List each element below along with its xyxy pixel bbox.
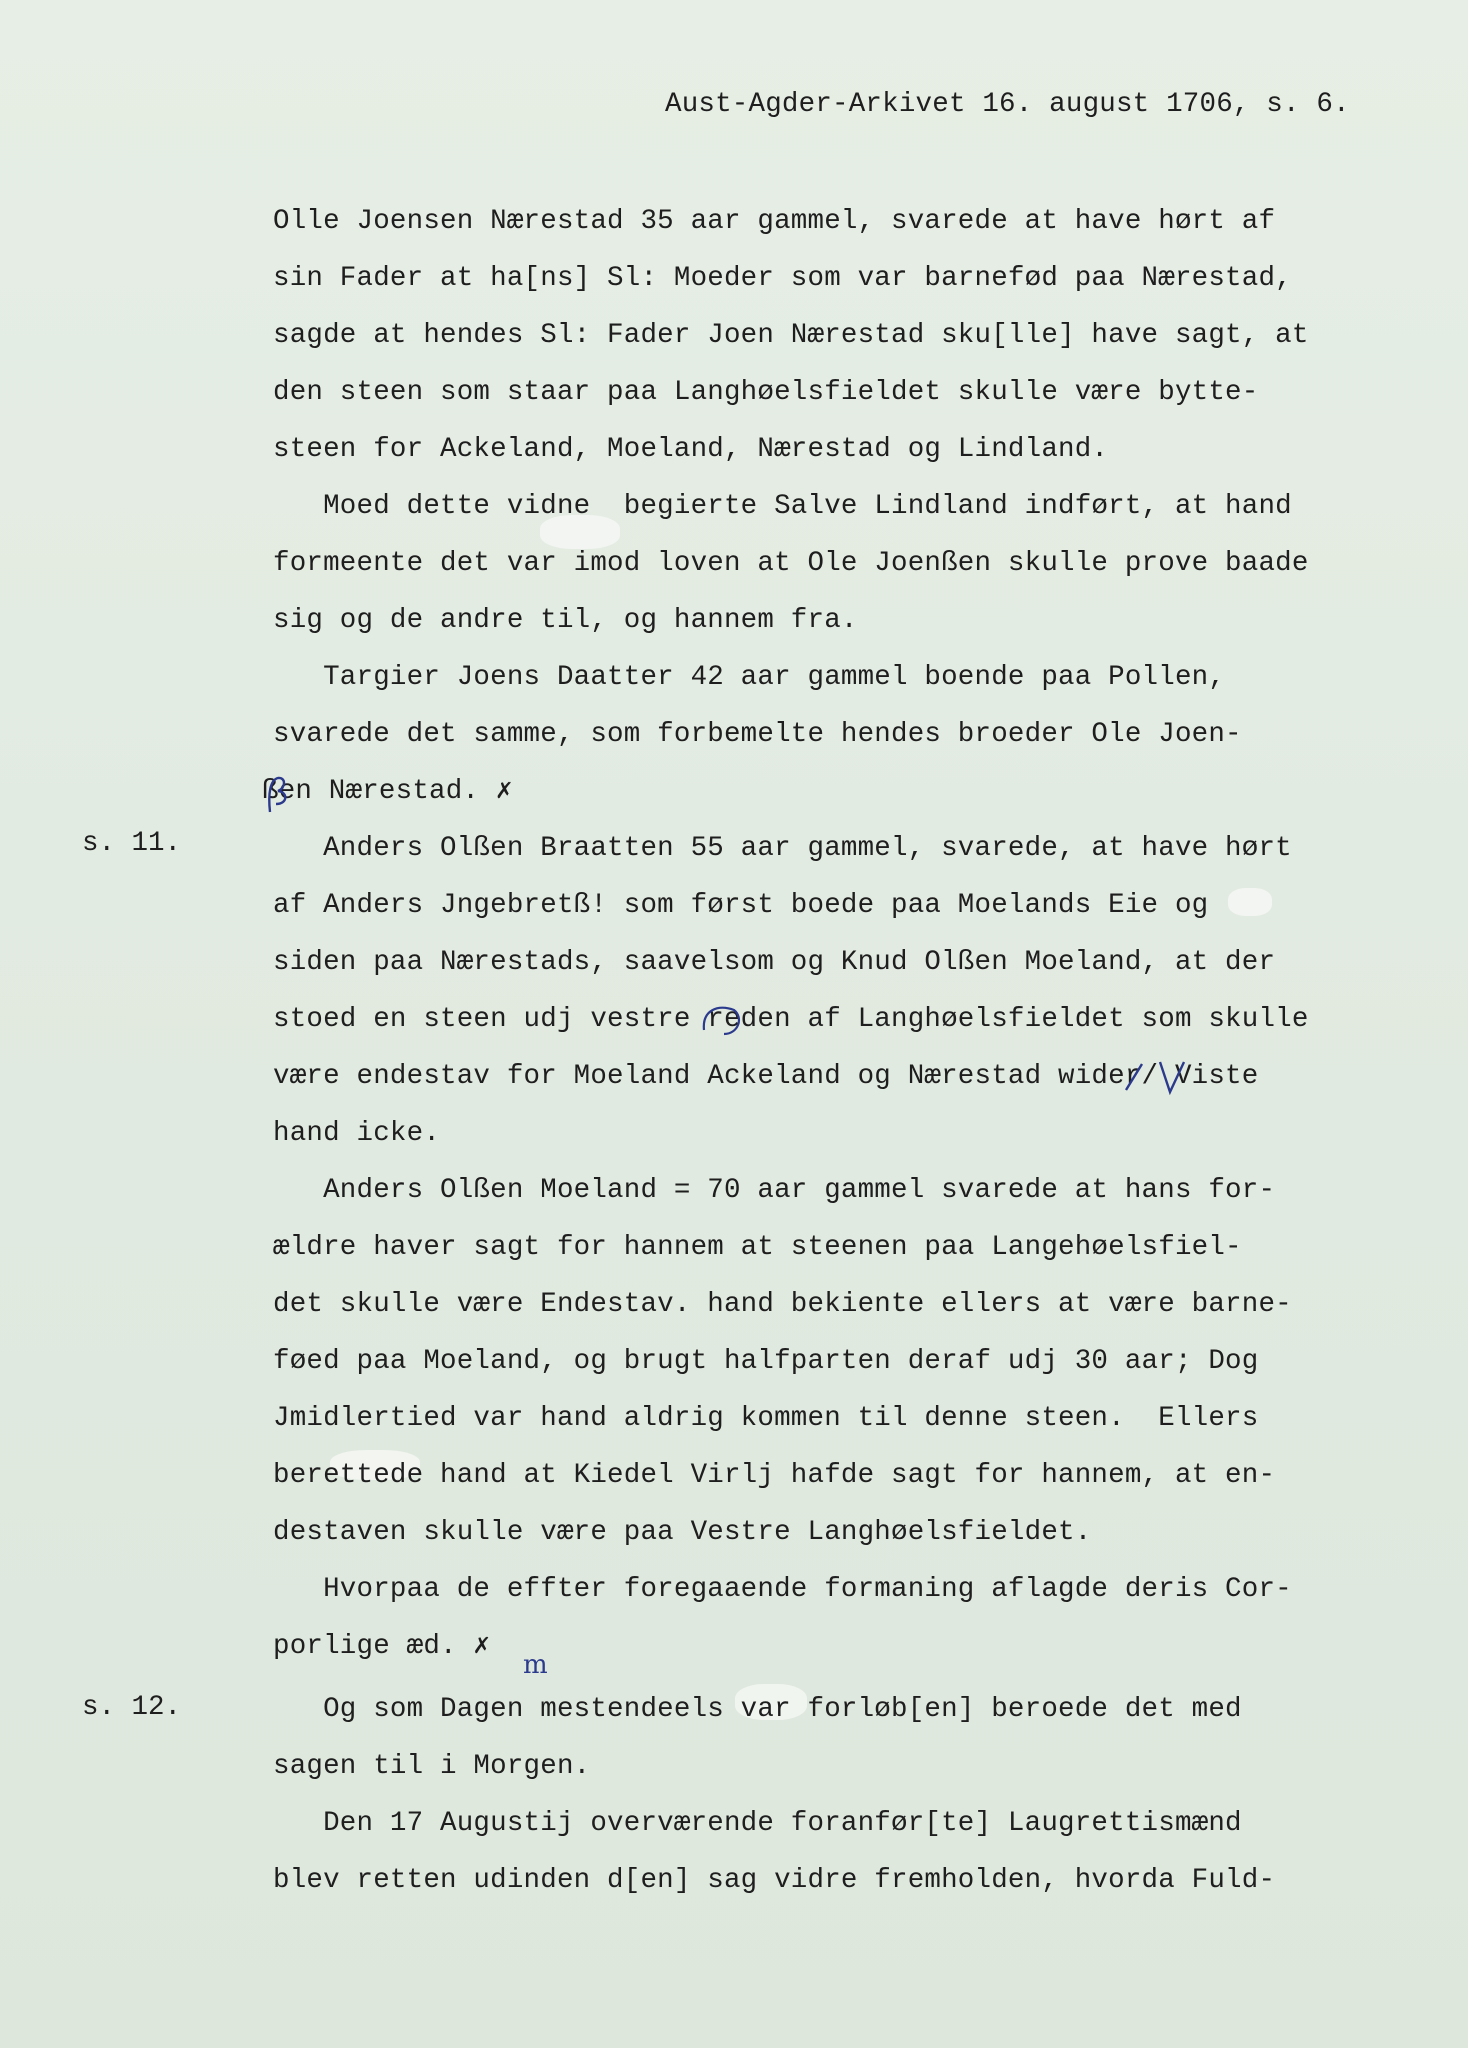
text-line: sagen til i Morgen. xyxy=(273,1751,591,1782)
text-line: formeente det var imod loven at Ole Joenßen skulle prove baade xyxy=(273,548,1309,579)
text-line: Olle Joensen Nærestad 35 aar gammel, svarede at have hørt af xyxy=(273,206,1276,237)
text-line: stoed en steen udj vestre reden af Langhøelsfieldet som skulle xyxy=(273,1004,1309,1035)
page-header: Aust-Agder-Arkivet 16. august 1706, s. 6. xyxy=(665,89,1350,120)
text-line: Den 17 Augustij overværende foranfør[te] Laugrettismænd xyxy=(273,1808,1242,1839)
text-line: hand icke. xyxy=(273,1118,441,1149)
margin-note: s. 11. xyxy=(82,828,182,859)
text-line: af Anders Jngebretß! som først boede paa Moelands Eie og xyxy=(273,890,1209,921)
handwritten-beta-mark xyxy=(262,772,292,816)
text-line: ældre haver sagt for hannem at steenen paa Langehøelsfiel- xyxy=(273,1232,1242,1263)
text-line: Moed dette vidne begierte Salve Lindland indført, at hand xyxy=(273,491,1292,522)
text-line: den steen som staar paa Langhøelsfieldet skulle være bytte- xyxy=(273,377,1259,408)
text-line: Og som Dagen mestendeels var forløb[en] beroede det med xyxy=(273,1694,1242,1725)
handwritten-slash-mark xyxy=(1120,1056,1190,1098)
text-line: være endestav for Moeland Ackeland og Nærestad wider/ Viste xyxy=(273,1061,1259,1092)
text-line: svarede det samme, som forbemelte hendes broeder Ole Joen- xyxy=(273,719,1242,750)
margin-note: s. 12. xyxy=(82,1692,182,1723)
text-line: Anders Olßen Braatten 55 aar gammel, svarede, at have hørt xyxy=(273,833,1292,864)
text-line: Targier Joens Daatter 42 aar gammel boende paa Pollen, xyxy=(273,662,1226,693)
text-line: steen for Ackeland, Moeland, Nærestad og Lindland. xyxy=(273,434,1109,465)
text-line: porlige æd. ✗ xyxy=(273,1631,491,1662)
text-line: føed paa Moeland, og brugt halfparten deraf udj 30 aar; Dog xyxy=(273,1346,1259,1377)
handwritten-insertion: m xyxy=(523,1650,548,1680)
text-line: ßen Nærestad. ✗ xyxy=(262,776,513,807)
text-line: sin Fader at ha[ns] Sl: Moeder som var barnefød paa Nærestad, xyxy=(273,263,1292,294)
text-line: berettede hand at Kiedel Virlj hafde sagt for hannem, at en- xyxy=(273,1460,1276,1491)
text-line: siden paa Nærestads, saavelsom og Knud Olßen Moeland, at der xyxy=(273,947,1276,978)
text-line: destaven skulle være paa Vestre Langhøelsfieldet. xyxy=(273,1517,1092,1548)
text-line: blev retten udinden d[en] sag vidre fremholden, hvorda Fuld- xyxy=(273,1865,1276,1896)
handwritten-circle-mark xyxy=(698,1000,746,1040)
text-line: sig og de andre til, og hannem fra. xyxy=(273,605,858,636)
text-line: Hvorpaa de effter foregaaende formaning aflagde deris Cor- xyxy=(273,1574,1292,1605)
text-line: Anders Olßen Moeland = 70 aar gammel svarede at hans for- xyxy=(273,1175,1276,1206)
text-line: sagde at hendes Sl: Fader Joen Nærestad sku[lle] have sagt, at xyxy=(273,320,1309,351)
text-line: Jmidlertied var hand aldrig kommen til denne steen. Ellers xyxy=(273,1403,1259,1434)
text-line: det skulle være Endestav. hand bekiente ellers at være barne- xyxy=(273,1289,1292,1320)
